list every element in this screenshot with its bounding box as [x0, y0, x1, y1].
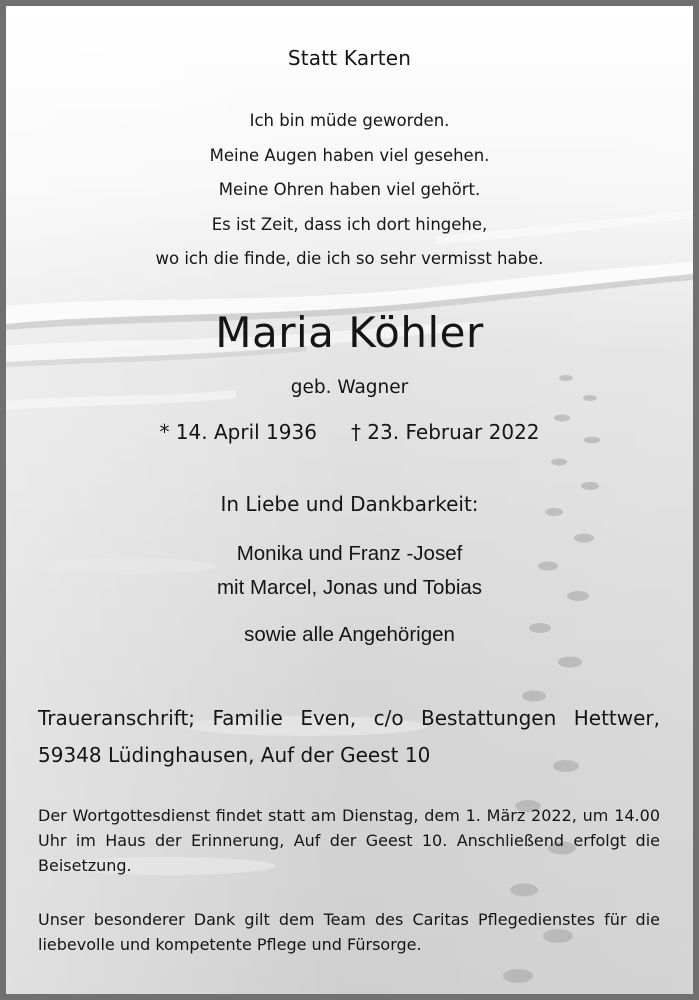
family-line: Monika und Franz -Josef: [236, 542, 463, 565]
poem-line: wo ich die finde, die ich so sehr vermisst habe.: [155, 249, 544, 268]
poem-line: Ich bin müde geworden.: [249, 111, 450, 130]
poem-line: Meine Ohren haben viel gehört.: [218, 180, 481, 199]
family-names: [6, 537, 693, 605]
poem-line: Meine Augen haben viel gesehen.: [209, 145, 490, 165]
service-info: Der Wortgottesdienst findet statt am Dienstag, dem 1. März 2022, um 14.00 Uhr im Haus der Erinnerung, Auf der Geest 10. Anschließend erfolgt die Beisetzung.: [38, 806, 660, 875]
birth-date: * 14. April 1936: [159, 420, 317, 444]
thanks-text: Unser besonderer Dank gilt dem Team des Caritas Pflegedienstes für die liebevolle und kompetente Pflege und Fürsorge.: [38, 910, 660, 954]
poem-line: Es ist Zeit, dass ich dort hingehe,: [211, 214, 488, 234]
header-statt-karten: Statt Karten: [287, 46, 412, 70]
dedication: In Liebe und Dankbarkeit:: [220, 492, 479, 516]
maiden-name: geb. Wagner: [290, 377, 409, 398]
relatives-line: sowie alle Angehörigen: [244, 623, 455, 646]
obituary-content: [6, 6, 693, 994]
death-date: † 23. Februar 2022: [350, 420, 540, 444]
life-dates: [6, 420, 693, 444]
mourning-address: [38, 700, 660, 774]
deceased-name: Maria Köhler: [215, 308, 484, 357]
family-line: mit Marcel, Jonas und Tobias: [216, 576, 483, 599]
poem: [6, 104, 693, 277]
address-line: Traueranschrift; Familie Even, c/o Bestattungen Hettwer,: [38, 706, 660, 730]
address-line: 59348 Lüdinghausen, Auf der Geest 10: [38, 743, 431, 767]
